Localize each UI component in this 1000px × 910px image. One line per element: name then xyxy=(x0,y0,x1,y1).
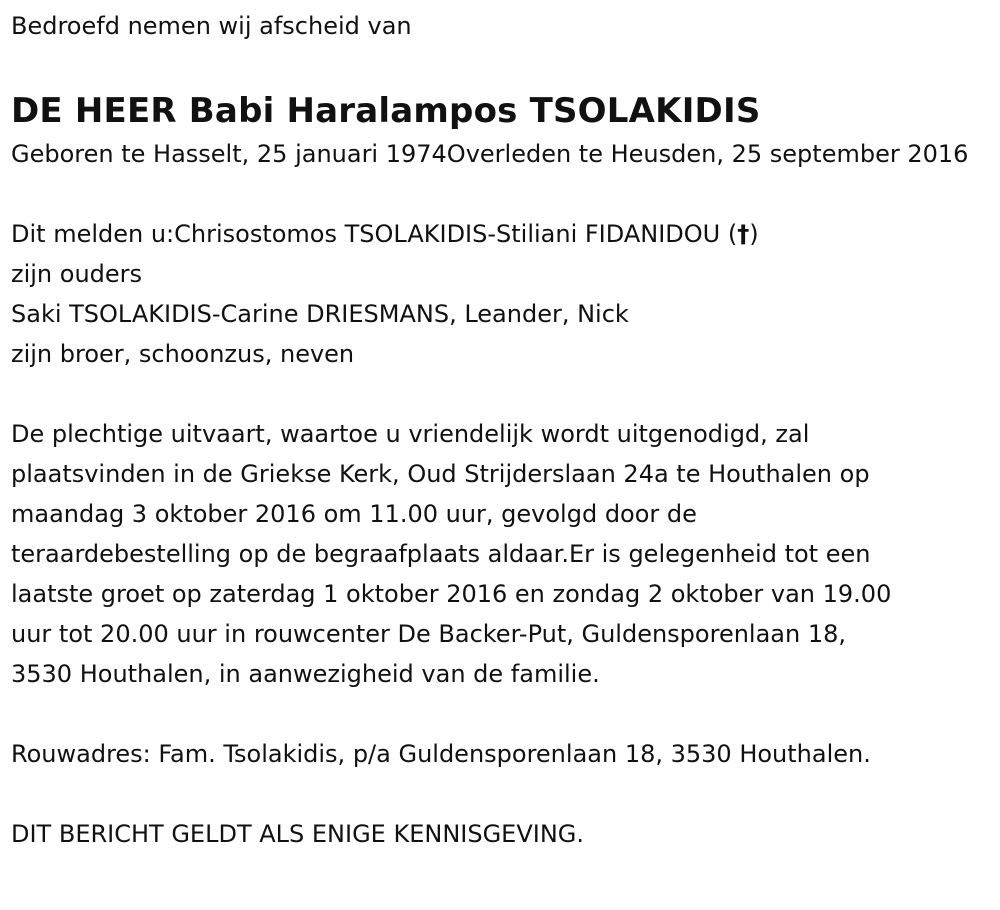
mourning-address: Rouwadres: Fam. Tsolakidis, p/a Guldensporenlaan 18, 3530 Houthalen. xyxy=(11,740,871,768)
funeral-line-5: laatste groet op zaterdag 1 oktober 2016 en zondag 2 oktober van 19.00 xyxy=(11,580,892,608)
deceased-name: DE HEER Babi Haralampos TSOLAKIDIS xyxy=(11,91,761,131)
funeral-line-4: teraardebestelling op de begraafplaats aldaar.Er is gelegenheid tot een xyxy=(11,540,871,568)
spacer xyxy=(11,374,986,414)
funeral-line-2: plaatsvinden in de Griekse Kerk, Oud Strijderslaan 24a te Houthalen op xyxy=(11,460,870,488)
announcement-prefix: Dit melden u:Chrisostomos TSOLAKIDIS-Stiliani FIDANIDOU ( xyxy=(11,220,738,248)
funeral-line-6: uur tot 20.00 uur in rouwcenter De Backer-Put, Guldensporenlaan 18, xyxy=(11,620,847,648)
birth-death-text: Geboren te Hasselt, 25 januari 1974Overleden te Heusden, 25 september 2016 xyxy=(11,140,969,168)
funeral-line-1: De plechtige uitvaart, waartoe u vriendelijk wordt uitgenodigd, zal xyxy=(11,420,810,448)
spacer xyxy=(11,774,986,814)
closing-statement: DIT BERICHT GELDT ALS ENIGE KENNISGEVING. xyxy=(11,820,585,848)
obituary-notice xyxy=(0,6,1000,910)
announcement-line-3: Saki TSOLAKIDIS-Carine DRIESMANS, Leander, Nick xyxy=(11,300,629,328)
spacer xyxy=(11,174,986,214)
announcement-line-2: zijn ouders xyxy=(11,260,143,288)
intro-text: Bedroefd nemen wij afscheid van xyxy=(11,12,412,40)
funeral-line-7: 3530 Houthalen, in aanwezigheid van de familie. xyxy=(11,660,600,688)
cross-symbol: † xyxy=(737,220,750,248)
announcement-line-1 xyxy=(11,214,986,254)
announcement-line-4: zijn broer, schoonzus, neven xyxy=(11,340,355,368)
spacer xyxy=(11,694,986,734)
announcement-suffix: ) xyxy=(749,220,759,248)
funeral-line-3: maandag 3 oktober 2016 om 11.00 uur, gevolgd door de xyxy=(11,500,697,528)
